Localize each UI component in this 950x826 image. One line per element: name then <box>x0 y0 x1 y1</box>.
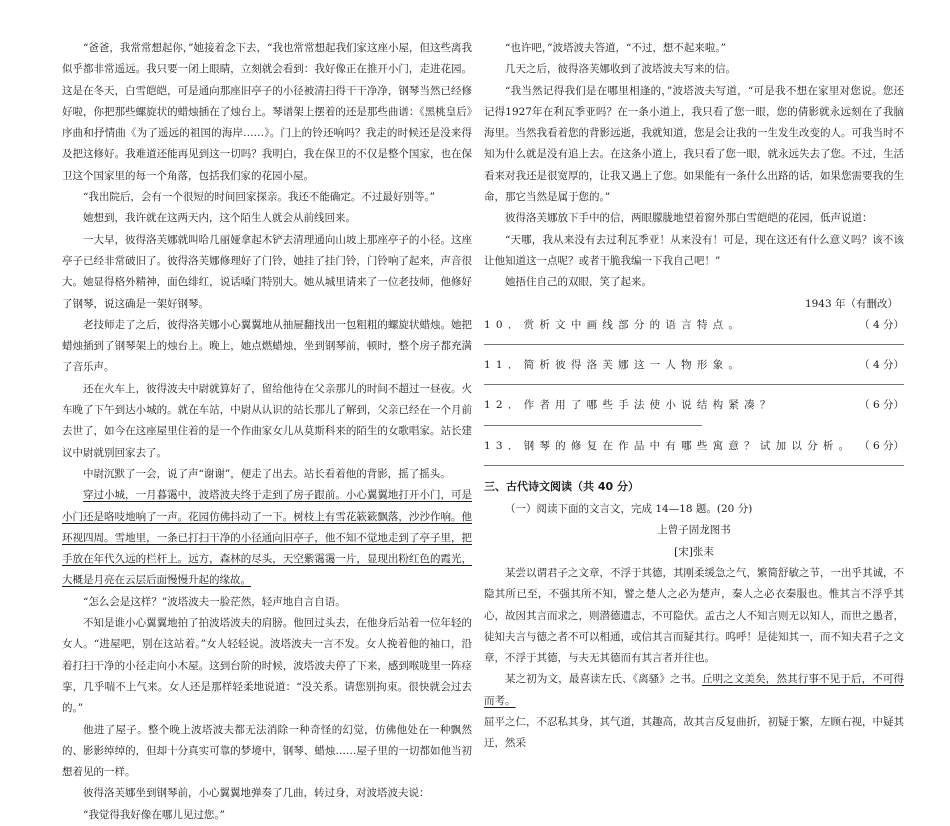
question-score: （ 6 分） <box>859 439 904 452</box>
article-paragraph <box>484 669 904 712</box>
paragraph: 彼得洛芙娜放下手中的信，两眼朦胧地望着窗外那白雪皑皑的花园，低声说道： <box>505 212 873 225</box>
question-10 <box>484 315 904 345</box>
paragraph: 彼得洛芙娜坐到钢琴前，小心翼翼地弹奏了几曲，转过身，对波塔波夫说： <box>83 787 430 800</box>
source-signature: 1943 年（有删改） <box>804 297 898 310</box>
paragraph: “爸爸，我常常想起你，”她接着念下去，“我也常常想起我们家这座小屋，但这些离我似乎都非常遥远。我只要一闭上眼睛，立刻就会看到：我好像正在推开小门，走进花园。这是在冬天，白雪皑皑，可是通向那座旧亭子的小径被清扫得干干净净，钢琴当然已经修好啦，你把那些螺旋状的蜡烛插在了烛台上。琴谱架上摆着的还是那些曲谱：《黑桃皇后》序曲和抒情曲《为了遥远的祖国的海岸……》。门上的铃还响吗？我走的时候还是没来得及把这修好。我难道还能再见到这一切吗？我明白，我在保卫的不仅是整个国家，也在保卫这个国家里的每一个角落，包括我们家的花园小屋。 <box>62 42 472 182</box>
paragraph: “我觉得我好像在哪儿见过您。” <box>83 808 225 821</box>
paragraph: 还在火车上，彼得波夫中尉就算好了，留给他待在父亲那儿的时间不超过一昼夜。火车晚了下午到达小城的。就在车站，中尉从认识的站长那儿了解到，父亲已经在一个月前去世了，如今在这座屋里住着的是一个作曲家女儿从莫斯科来的陌生的女歌唱家。站长建议中尉就别回家去了。 <box>62 382 472 459</box>
answer-line[interactable] <box>484 417 702 426</box>
question-text: 13．钢琴的修复在作品中有哪些寓意？试加以分析。 <box>484 439 855 452</box>
right-column <box>484 38 904 755</box>
question-13 <box>484 436 904 466</box>
subsection-instruction: （一）阅读下面的文言文，完成 14—18 题。(20 分) <box>505 503 753 516</box>
left-column <box>62 38 472 826</box>
answer-line[interactable] <box>484 457 904 466</box>
article-paragraph: 屈平之仁，不忍私其身，其气道，其趣高，故其言反复曲折，初疑于繁，左顾右视，中疑其迂，然采 <box>484 716 904 750</box>
underlined-passage: 穿过小城，一月暮霭中，波塔波夫终于走到了房子跟前。小心翼翼地打开小门，可是小门还是咯吱地响了一声。花园仿佛抖动了一下。树枝上有雪花簌簌飘落，沙沙作响。他环视四周。雪地里，一条已打扫干净的小径通向旧亭子，他不知不觉地走到了亭子里，把手放在年代久远的栏杆上。远方，森林的尽头，天空紫霭霭一片，显现出粉红色的霞光，大概是月亮在云层后面慢慢升起的缘故。 <box>62 489 472 587</box>
question-11 <box>484 355 904 385</box>
question-score: （ 6 分） <box>859 399 904 412</box>
paragraph: “我出院后，会有一个很短的时间回家探亲。我还不能确定。不过最好别等。” <box>83 191 435 204</box>
article-text: 某之初为文，最喜读左氏、《离骚》之书。 <box>505 673 702 686</box>
question-text: 12．作者用了哪些手法使小说结构紧凑？ <box>484 399 776 412</box>
article-author: [宋]张耒 <box>674 545 714 558</box>
paragraph: 他进了屋子。整个晚上波塔波夫都无法消除一种奇怪的幻觉，仿佛他处在一种飘然的、影影绰绰的，但却十分真实可靠的梦境中，钢琴、蜡烛……屋子里的一切都如他当初想着见的一样。 <box>62 723 472 779</box>
question-text: 10．赏析文中画线部分的语言特点。 <box>484 318 745 331</box>
section-title: 三、古代诗文阅读（共 40 分） <box>484 480 639 494</box>
paragraph: 她捂住自己的双眼，笑了起来。 <box>505 276 652 289</box>
paragraph: 一大早，彼得洛芙娜就叫哈几丽娅拿起木铲去清理通向山坡上那座亭子的小径。这座亭子已经非常破旧了。彼得洛芙娜修理好了门铃，她挂了挂门铃，门铃响了起来，声音很大。她显得格外精神，面色绯红，说话嗓门特别大。她从城里请来了一位老技师，他修好了钢琴，说这确是一架好钢琴。 <box>62 233 472 310</box>
paragraph: “也许吧，”波塔波夫答道，“不过，想不起来啦。” <box>505 42 726 54</box>
paragraph: 不知是谁小心翼翼地拍了拍波塔波夫的肩膀。他回过头去，在他身后站着一位年轻的女人。“进屋吧，别在这站着。”女人轻轻说。波塔波夫一言不发。女人挽着他的袖口，沿着打扫干净的小径走向小木屋。这到台阶的时候，波塔波夫停了下来，感到喉咙里一阵痉挛，几乎喘不上气来。女人还是那样轻柔地说道：“没关系。请您别拘束。很快就会过去的。” <box>62 617 472 715</box>
question-score: （ 4 分） <box>859 359 904 372</box>
paragraph: “天哪，我从来没有去过利瓦季亚！从来没有！可是，现在这还有什么意义吗？该不该让他知道这一点呢？或者干脆我编一下我自己吧！” <box>484 233 904 267</box>
paragraph: “我当然记得我们是在哪里相逢的，”波塔波夫写道，“可是我不想在家里对您说。您还记得1927年在利瓦季亚吗？在一条小道上，我只看了您一眼，您的倩影就永远刻在了我脑海里。当然我看着您的背影远逝，我就知道，您是会让我的一生发生改变的人。可我当时不知为什么就是没有追上去。在这条小道上，我只看了您一眼，就永远失去了您。不过，生活看来对我还是很宽厚的，让我又遇上了您。如果能有一条什么出路的话，如果您需要我的生命，那它当然是属于您的。” <box>484 84 904 204</box>
question-12 <box>484 395 904 425</box>
answer-line[interactable] <box>484 376 904 385</box>
article-paragraph: 某尝以谓君子之文章，不浮于其德，其刚柔缓急之气，繁简舒敏之节，一出乎其诚，不隐其所已至，不强其所不知，譬之楚人之必为楚声，秦人之必衣秦服也。惟其言不浮乎其心，故因其言而求之，则潜德遗志，不可隐伏。孟古之人不知言则无以知人，而世之愚者，徒知夫言与德之者不可以相通，或信其言而疑其行。呜呼！是徒知其一，而不知夫君子之文章，不浮于其德，与夫无其德而有其言者并往也。 <box>484 566 904 665</box>
answer-line[interactable] <box>484 336 904 345</box>
underlined-sentence: 丘明之文美矣，然其行事不见于后，不可得而考。 <box>484 673 905 707</box>
question-text: 11．简析彼得洛芙娜这一人物形象。 <box>484 359 745 372</box>
paragraph: 老技师走了之后，彼得洛芙娜小心翼翼地从抽屉翻找出一包粗粗的螺旋状蜡烛。她把蜡烛插到了钢琴架上的烛台上。晚上，她点燃蜡烛，坐到钢琴前，顿时，整个房子都充满了音乐声。 <box>62 318 472 374</box>
paragraph: 几天之后，彼得洛芙娜收到了波塔波夫写来的信。 <box>505 63 736 76</box>
paragraph: “怎么会是这样？”波塔波夫一脸茫然，轻声地自言自语。 <box>83 595 346 608</box>
question-score: （ 4 分） <box>859 318 904 331</box>
paragraph: 中尉沉默了一会，说了声“谢谢”，便走了出去。站长看着他的背影，摇了摇头。 <box>83 467 451 480</box>
paragraph: 她想到，我许就在这两天内，这个陌生人就会从前线回来。 <box>83 212 356 225</box>
article-title: 上曾子固龙图书 <box>657 524 731 537</box>
